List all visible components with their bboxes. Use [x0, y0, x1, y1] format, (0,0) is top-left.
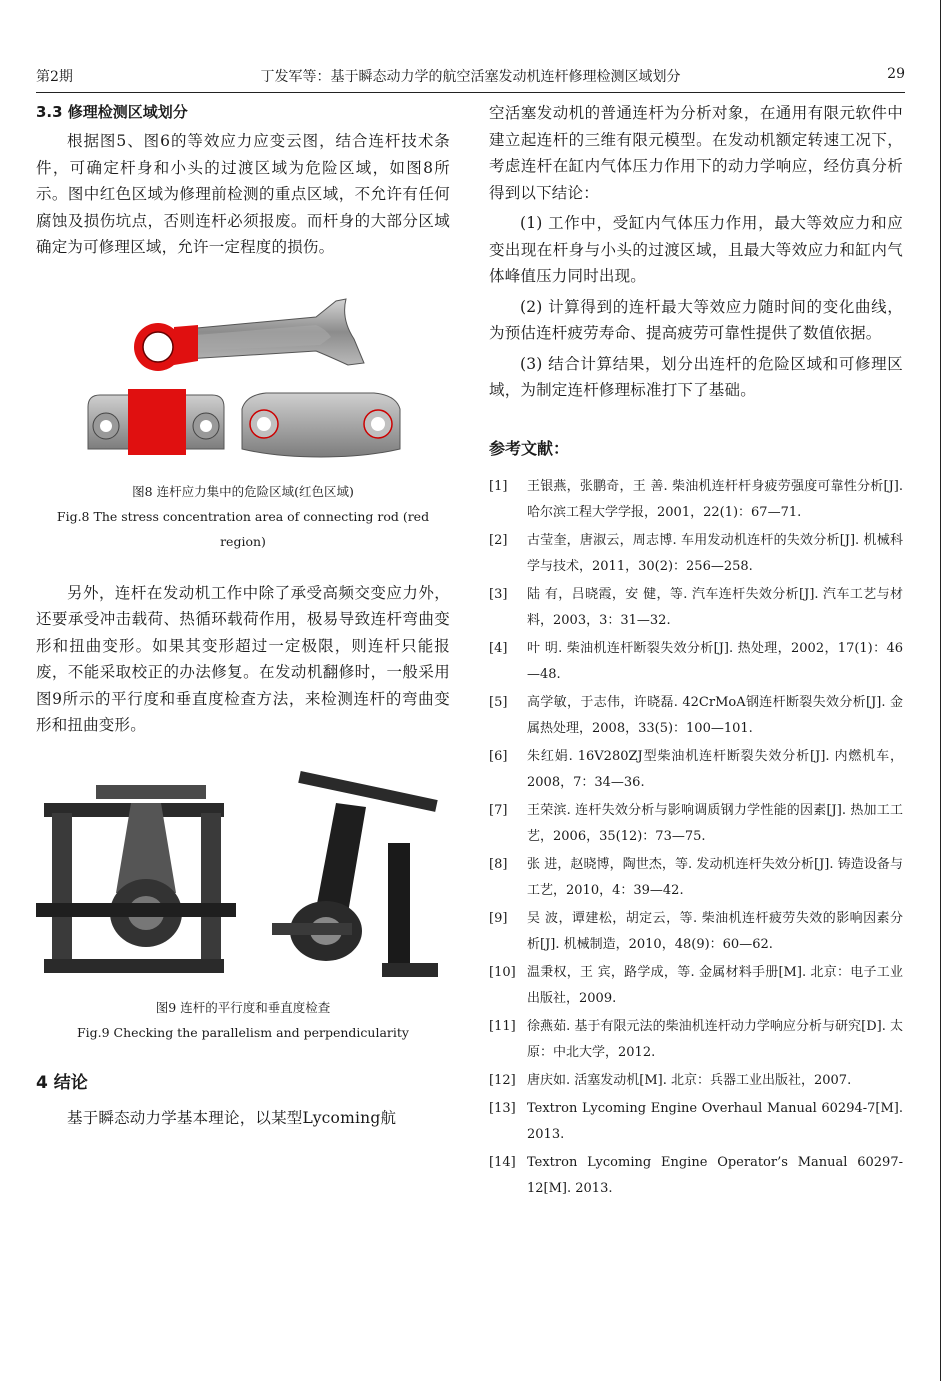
figure-9-caption-cn: 图9 连杆的平行度和垂直度检查: [155, 999, 331, 1015]
reference-item: [7] 王荣滨. 连杆失效分析与影响调质钢力学性能的因素[J]. 热加工工艺，2006，35(12)：73—75.: [489, 802, 903, 844]
figure-8-caption-cn: 图8 连杆应力集中的危险区域(红色区域): [132, 483, 354, 499]
reference-list: [489, 474, 903, 1202]
connecting-rod-fea-illustration: [36, 289, 450, 465]
figure-8-caption-en: Fig.8 The stress concentration area of connecting rod (red region): [56, 508, 430, 549]
page-number: 29: [887, 66, 905, 82]
header-rule: [36, 92, 905, 93]
section-heading-4: 4 结论: [36, 1072, 88, 1093]
deformation-paragraph: 另外，连杆在发动机工作中除了承受高频交变应力外，还要承受冲击载荷、热循环载荷作用，极易导致连杆弯曲变形和扭曲变形。如果其变形超过一定极限，则连杆只能报废，不能采取校正的办法修复。在发动机翻修时，一般采用图9所示的平行度和垂直度检查方法，来检测连杆的弯曲变形和扭曲变形。: [36, 583, 450, 734]
reference-item: [10] 温秉权，王 宾，路学成，等. 金属材料手册[M]. 北京：电子工业出版社，2009.: [489, 964, 903, 1006]
reference-item: [12] 唐庆如. 活塞发动机[M]. 北京：兵器工业出版社，2007.: [489, 1072, 852, 1088]
references-title: 参考文献：: [489, 438, 570, 458]
conclusion-paragraph-continued: 空活塞发动机的普通连杆为分析对象，在通用有限元软件中建立起连杆的三维有限元模型。在发动机额定转速工况下，考虑连杆在缸内气体压力作用下的动力学响应，经仿真分析得到以下结论：: [489, 104, 903, 202]
parallelism-check-photo-illustration: [36, 763, 450, 983]
reference-item: [11] 徐燕茹. 基于有限元法的柴油机连杆动力学响应分析与研究[D]. 太原：中北大学，2012.: [489, 1018, 903, 1060]
running-title: 丁发军等：基于瞬态动力学的航空活塞发动机连杆修理检测区域划分: [260, 69, 681, 85]
conclusion-item-1: (1) 工作中，受缸内气体压力作用，最大等效应力和应变出现在杆身与小头的过渡区域，且最大等效应力和缸内气体峰值压力同时出现。: [489, 214, 903, 285]
conclusion-item-3: (3) 结合计算结果，划分出连杆的危险区域和可修理区域，为制定连杆修理标准打下了基础。: [489, 354, 903, 399]
section-3-3-paragraph: 根据图5、图6的等效应力应变云图，结合连杆技术条件，可确定杆身和小头的过渡区域为危险区域，如图8所示。图中红色区域为修理前检测的重点区域，不允许有任何腐蚀及损伤坑点，否则连杆必须报废。而杆身的大部分区域确定为可修理区域，允许一定程度的损伤。: [36, 132, 450, 256]
issue-number: 第2期: [36, 69, 73, 85]
reference-item: [6] 朱红娟. 16V280ZJ型柴油机连杆断裂失效分析[J]. 内燃机车，2008，7：34—36.: [489, 748, 903, 790]
reference-item: [2] 古莹奎，唐淑云，周志博. 车用发动机连杆的失效分析[J]. 机械科学与技术，2011，30(2)：256—258.: [489, 532, 903, 574]
reference-item: [3] 陆 有，吕晓霞，安 健，等. 汽车连杆失效分析[J]. 汽车工艺与材料，2003，3：31—32.: [489, 586, 903, 628]
reference-item: [9] 吴 波，谭建松，胡定云，等. 柴油机连杆疲劳失效的影响因素分析[J]. 机械制造，2010，48(9)：60—62.: [489, 910, 903, 952]
reference-item: [4] 叶 明. 柴油机连杆断裂失效分析[J]. 热处理，2002，17(1)：46—48.: [489, 640, 903, 682]
left-column: [36, 100, 450, 1131]
section-heading-3-3: 3.3 修理检测区域划分: [36, 103, 188, 121]
figure-9: [36, 763, 450, 1045]
reference-item: [1] 王银燕，张鹏奇，王 善. 柴油机连杆杆身疲劳强度可靠性分析[J]. 哈尔滨工程大学学报，2001，22(1)：67—71.: [489, 478, 903, 520]
figure-9-caption-en: Fig.9 Checking the parallelism and perpendicularity: [76, 1024, 409, 1040]
conclusion-item-2: (2) 计算得到的连杆最大等效应力随时间的变化曲线，为预估连杆疲劳寿命、提高疲劳可靠性提供了数值依据。: [489, 297, 903, 342]
conclusion-paragraph-start: 基于瞬态动力学基本理论，以某型Lycoming航: [67, 1108, 397, 1127]
figure-8: [36, 289, 450, 554]
reference-item: [14] Textron Lycoming Engine Operator’s Manual 60297-12[M]. 2013.: [489, 1154, 903, 1196]
reference-item: [13] Textron Lycoming Engine Overhaul Manual 60294-7[M]. 2013.: [489, 1100, 903, 1142]
reference-item: [5] 高学敏，于志伟，许晓磊. 42CrMoA钢连杆断裂失效分析[J]. 金属热处理，2008，33(5)：100—101.: [489, 694, 903, 736]
running-header: [36, 66, 905, 88]
right-column: [489, 100, 903, 1204]
reference-item: [8] 张 进，赵晓博，陶世杰，等. 发动机连杆失效分析[J]. 铸造设备与工艺，2010，4：39—42.: [489, 856, 903, 898]
